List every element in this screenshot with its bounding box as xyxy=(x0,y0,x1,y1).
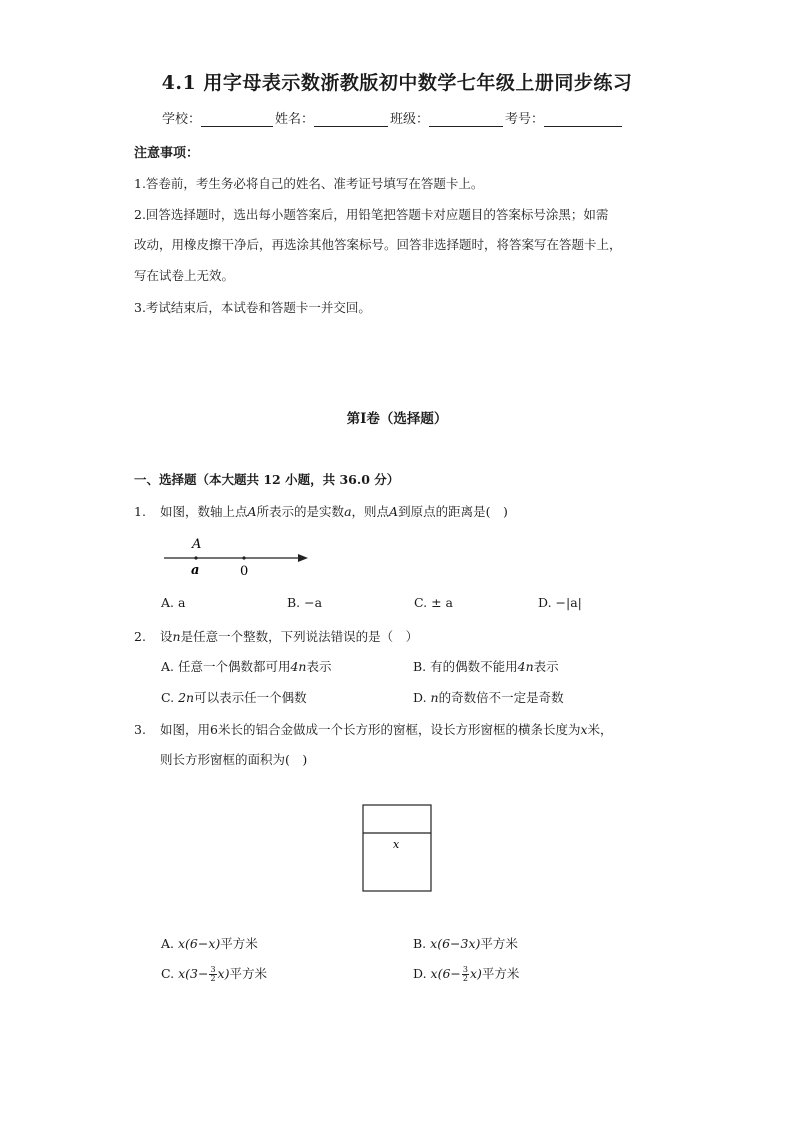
question-3-stem-line-1: 3. 如图，用6米长的铝合金做成一个长方形的窗框，设长方形窗框的横条长度为x米， xyxy=(134,722,613,737)
notice-heading: 注意事项： xyxy=(134,146,200,161)
notice-line-3: 3.考试结束后，本试卷和答题卡一并交回。 xyxy=(134,300,371,315)
q3-option-c[interactable]: C. x(3− $\frac{3}{2}$ x)平方米 xyxy=(161,965,267,983)
fraction-three-halves: $\frac{3}{2}$ xyxy=(210,965,216,983)
q2-option-a[interactable]: A. 任意一个偶数都可用4n表示 xyxy=(161,659,332,674)
question-number: 3. xyxy=(134,722,146,737)
q3-option-b[interactable]: B. x(6−3x)平方米 xyxy=(413,936,518,951)
number-line-figure xyxy=(160,532,320,582)
class-label: 班级： xyxy=(390,112,430,127)
student-info-row xyxy=(162,108,624,127)
q3-option-a[interactable]: A. x(6−x)平方米 xyxy=(161,936,258,951)
number-line-arrow xyxy=(298,554,308,562)
school-label: 学校： xyxy=(162,112,202,127)
q2-option-c[interactable]: C. 2n可以表示任一个偶数 xyxy=(161,690,307,705)
value-a-label: a xyxy=(191,563,200,578)
number-blank[interactable] xyxy=(544,112,622,127)
point-a-dot xyxy=(194,556,197,559)
question-1-stem: 1. 如图，数轴上点A所表示的是实数a，则点A到原点的距离是( ) xyxy=(134,504,508,519)
q1-option-b[interactable]: B. −a xyxy=(287,595,323,610)
notice-line-1: 1.答卷前，考生务必将自己的姓名、准考证号填写在答题卡上。 xyxy=(134,176,484,191)
notice-line-2a: 2.回答选择题时，选出每小题答案后，用铅笔把答题卡对应题目的答案标号涂黑；如需 xyxy=(134,207,609,222)
origin-dot xyxy=(242,556,245,559)
question-3-stem-line-2: 则长方形窗框的面积为( ) xyxy=(160,752,308,767)
q2-option-d[interactable]: D. n的奇数倍不一定是奇数 xyxy=(413,690,564,705)
window-frame-figure xyxy=(362,804,434,894)
question-number: 1. xyxy=(134,504,146,519)
name-blank[interactable] xyxy=(314,112,388,127)
part-title: 一、选择题（本大题共 12 小题，共 36.0 分） xyxy=(134,472,400,487)
point-a-label: A xyxy=(192,537,202,552)
class-blank[interactable] xyxy=(429,112,503,127)
question-2-stem: 2. 设n是任意一个整数，下列说法错误的是（ ） xyxy=(134,629,419,644)
question-number: 2. xyxy=(134,629,146,644)
number-label: 考号： xyxy=(505,112,545,127)
q1-option-c[interactable]: C. ± a xyxy=(414,595,453,610)
origin-label: 0 xyxy=(240,564,249,579)
crossbar-length-label: x xyxy=(393,838,400,851)
page-title: 4.1 用字母表示数浙教版初中数学七年级上册同步练习 xyxy=(161,72,633,94)
section-title: 第I卷（选择题） xyxy=(346,411,448,427)
q2-option-b[interactable]: B. 有的偶数不能用4n表示 xyxy=(413,659,559,674)
q3-option-d[interactable]: D. x(6− $\frac{3}{2}$ x)平方米 xyxy=(413,965,520,983)
notice-line-2b: 改动，用橡皮擦干净后，再选涂其他答案标号。回答非选择题时，将答案写在答题卡上， xyxy=(134,237,622,252)
fraction-three-halves: $\frac{3}{2}$ xyxy=(462,965,468,983)
name-label: 姓名： xyxy=(275,112,315,127)
school-blank[interactable] xyxy=(201,112,273,127)
q1-option-a[interactable]: A. a xyxy=(161,595,186,610)
q1-option-d[interactable]: D. −|a| xyxy=(538,595,582,610)
notice-line-2c: 写在试卷上无效。 xyxy=(134,268,235,283)
